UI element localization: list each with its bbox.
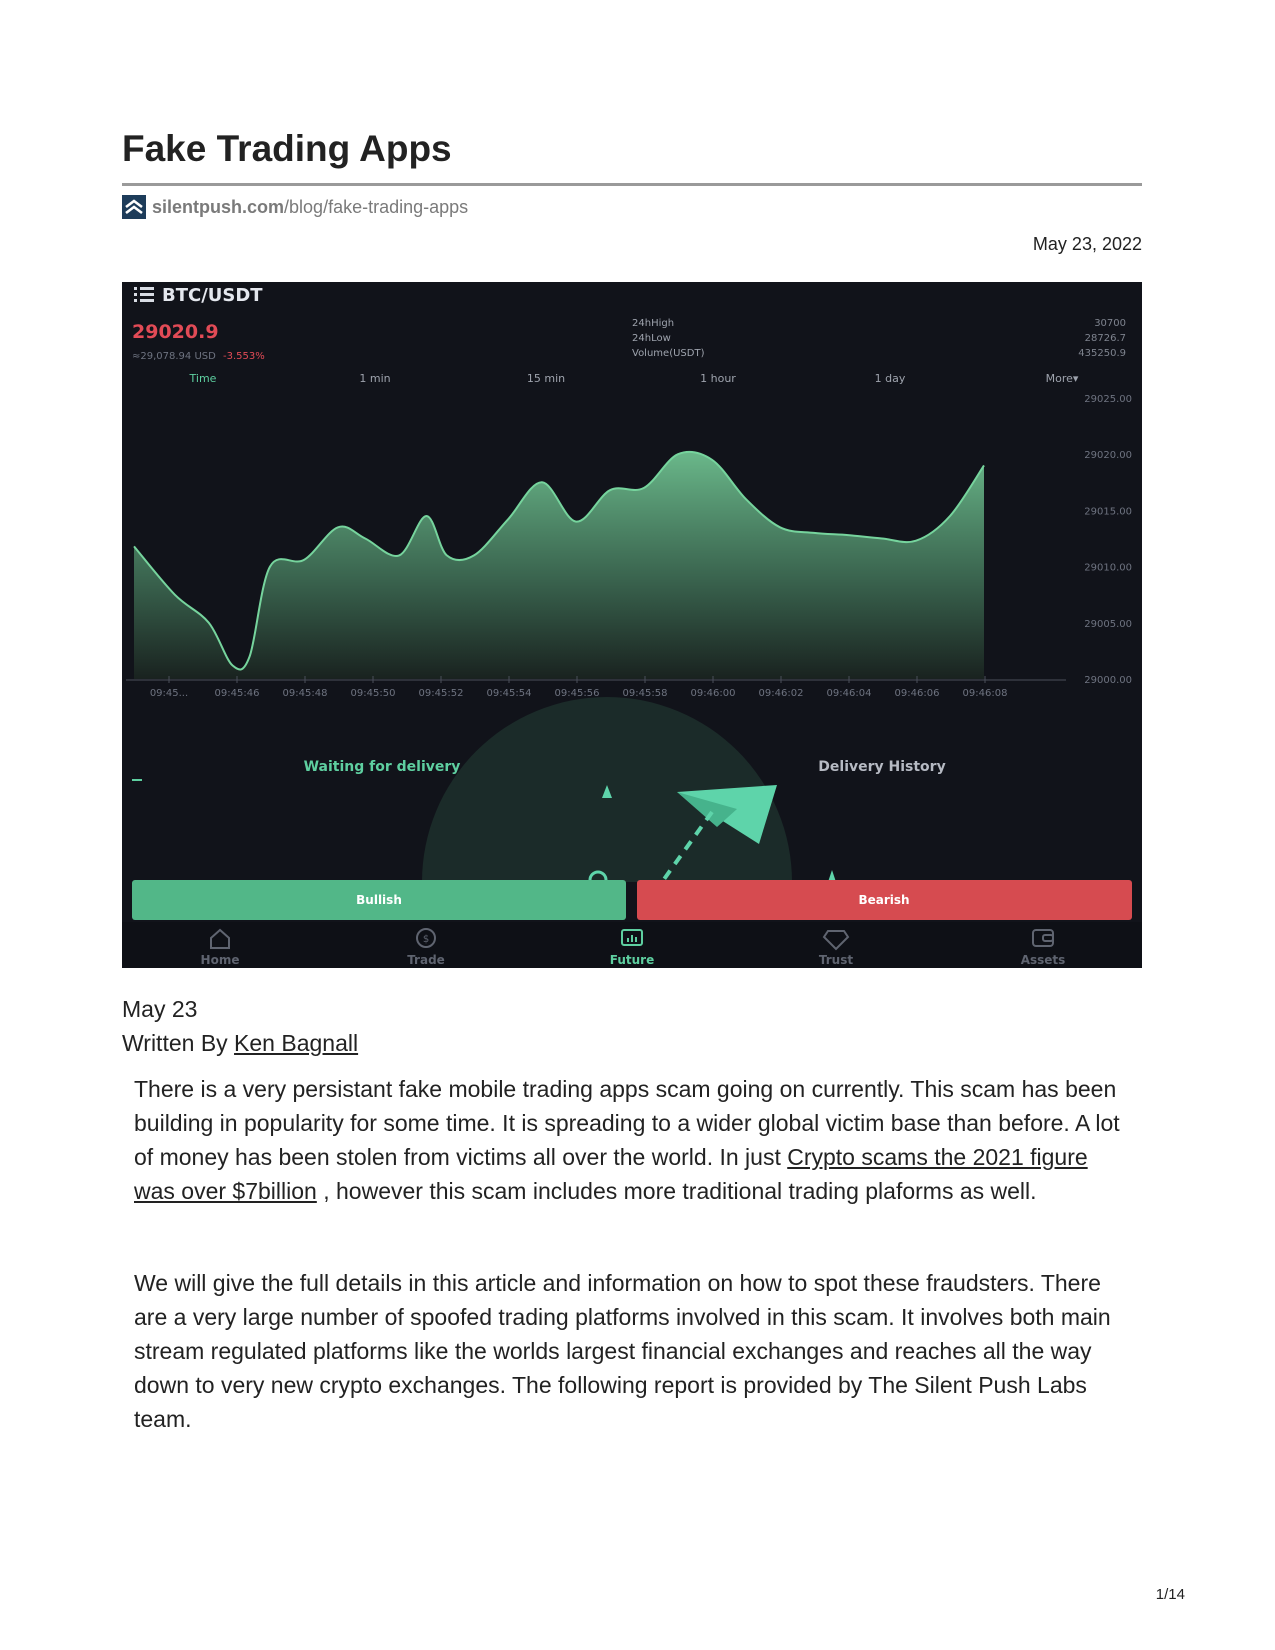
crypto-scams-link[interactable]: Crypto scams the 2021 figure was over $7billion — [134, 1144, 1088, 1204]
stat-label-volume: Volume(USDT) — [632, 348, 705, 359]
x-tick-label: 09:45:48 — [282, 688, 328, 699]
bearish-label: Bearish — [858, 893, 910, 907]
y-tick-label: 29010.00 — [1084, 562, 1132, 574]
tab-1hour[interactable]: 1 hour — [700, 372, 736, 385]
source-domain: silentpush.com — [152, 196, 285, 217]
nav-trade-label: Trade — [407, 953, 445, 967]
nav-trust-label: Trust — [818, 953, 854, 967]
x-axis — [150, 676, 1008, 699]
x-tick-label: 09:45:58 — [622, 688, 668, 699]
tab-15min[interactable]: 15 min — [526, 372, 566, 385]
page-title: Fake Trading Apps — [122, 128, 452, 169]
x-tick-label: 09:45:52 — [418, 688, 464, 699]
y-tick-label: 29005.00 — [1084, 618, 1132, 630]
tab-waiting-delivery[interactable]: Waiting for delivery — [303, 759, 461, 775]
x-tick-label: 09:46:04 — [826, 688, 872, 699]
stat-value-low: 28726.7 — [1084, 333, 1126, 344]
source-url[interactable] — [122, 194, 468, 220]
tab-more[interactable]: More▾ — [1045, 372, 1079, 385]
y-axis — [1084, 394, 1132, 686]
x-tick-label: 09:45:54 — [486, 688, 532, 699]
x-tick-label: 09:45:46 — [214, 688, 260, 699]
para1-text-b: , however this scam includes more traditional trading plaforms as well. — [316, 1178, 1037, 1204]
trading-app-screenshot — [122, 282, 1142, 968]
bearish-button[interactable] — [637, 880, 1132, 920]
y-tick-label: 29025.00 — [1084, 394, 1132, 405]
x-tick-label: 09:46:02 — [758, 688, 804, 699]
x-tick-label: 09:46:08 — [962, 688, 1008, 699]
trading-pair: BTC/USDT — [162, 285, 263, 306]
author-link[interactable]: Ken Bagnall — [234, 1030, 359, 1056]
x-tick-label: 09:46:06 — [894, 688, 940, 699]
x-tick-label: 09:45:56 — [554, 688, 600, 699]
byline — [122, 1030, 358, 1057]
title-divider — [122, 183, 1142, 186]
nav-future-label: Future — [609, 953, 655, 967]
page-number: 1/14 — [1155, 1586, 1185, 1603]
para1-text-a: There is a very persistant fake mobile trading apps scam going on currently. This scam has been building in popularity for some time. It is spreading to a wider global victim base than before. A lot of money has been stolen from victims all over the world. In just — [134, 1076, 1120, 1170]
tab-delivery-history[interactable]: Delivery History — [818, 759, 946, 775]
paper-plane-illustration — [422, 697, 836, 882]
menu-icon[interactable] — [134, 287, 154, 302]
y-tick-label: 29015.00 — [1084, 506, 1132, 518]
usd-equivalent: ≈29,078.94 USD — [132, 351, 216, 362]
x-tick-label: 09:45... — [149, 688, 189, 699]
x-tick-label: 09:45:50 — [350, 688, 396, 699]
post-date: May 23 — [122, 996, 198, 1022]
nav-home-label: Home — [200, 953, 240, 967]
current-price: 29020.9 — [132, 321, 219, 343]
x-tick-label: 09:46:00 — [690, 688, 736, 699]
stat-label-high: 24hHigh — [632, 318, 675, 329]
price-chart — [126, 452, 1066, 680]
nav-assets-label: Assets — [1020, 953, 1066, 967]
tab-1day[interactable]: 1 day — [874, 372, 906, 385]
price-change: -3.553% — [223, 351, 265, 362]
article-paragraph-1 — [134, 1072, 1134, 1208]
written-by-label: Written By — [122, 1030, 228, 1056]
stat-label-low: 24hLow — [632, 333, 671, 344]
svg-text:$: $ — [422, 934, 430, 945]
bullish-button[interactable] — [132, 880, 626, 920]
stat-value-volume: 435250.9 — [1078, 348, 1126, 359]
tab-1min[interactable]: 1 min — [359, 372, 391, 385]
article-paragraph-2: We will give the full details in this article and information on how to spot these fraudsters. There are a very large number of spoofed trading platforms involved in this scam. It involves both main stream regulated platforms like the worlds largest financial exchanges and reaches all the way down to very new crypto exchanges. The following report is provided by The Silent Push Labs team. — [134, 1270, 1111, 1432]
silentpush-logo-icon — [122, 195, 146, 219]
tab-time[interactable]: Time — [189, 372, 217, 385]
y-tick-label: 29000.00 — [1084, 675, 1132, 686]
tab-indicator — [132, 779, 142, 781]
y-tick-label: 29020.00 — [1084, 450, 1132, 462]
stat-value-high: 30700 — [1094, 318, 1126, 329]
publish-date: May 23, 2022 — [1032, 234, 1142, 254]
price-area — [134, 452, 984, 679]
source-path: /blog/fake-trading-apps — [284, 196, 469, 217]
trading-app-image — [122, 282, 1142, 968]
bullish-label: Bullish — [356, 893, 402, 907]
